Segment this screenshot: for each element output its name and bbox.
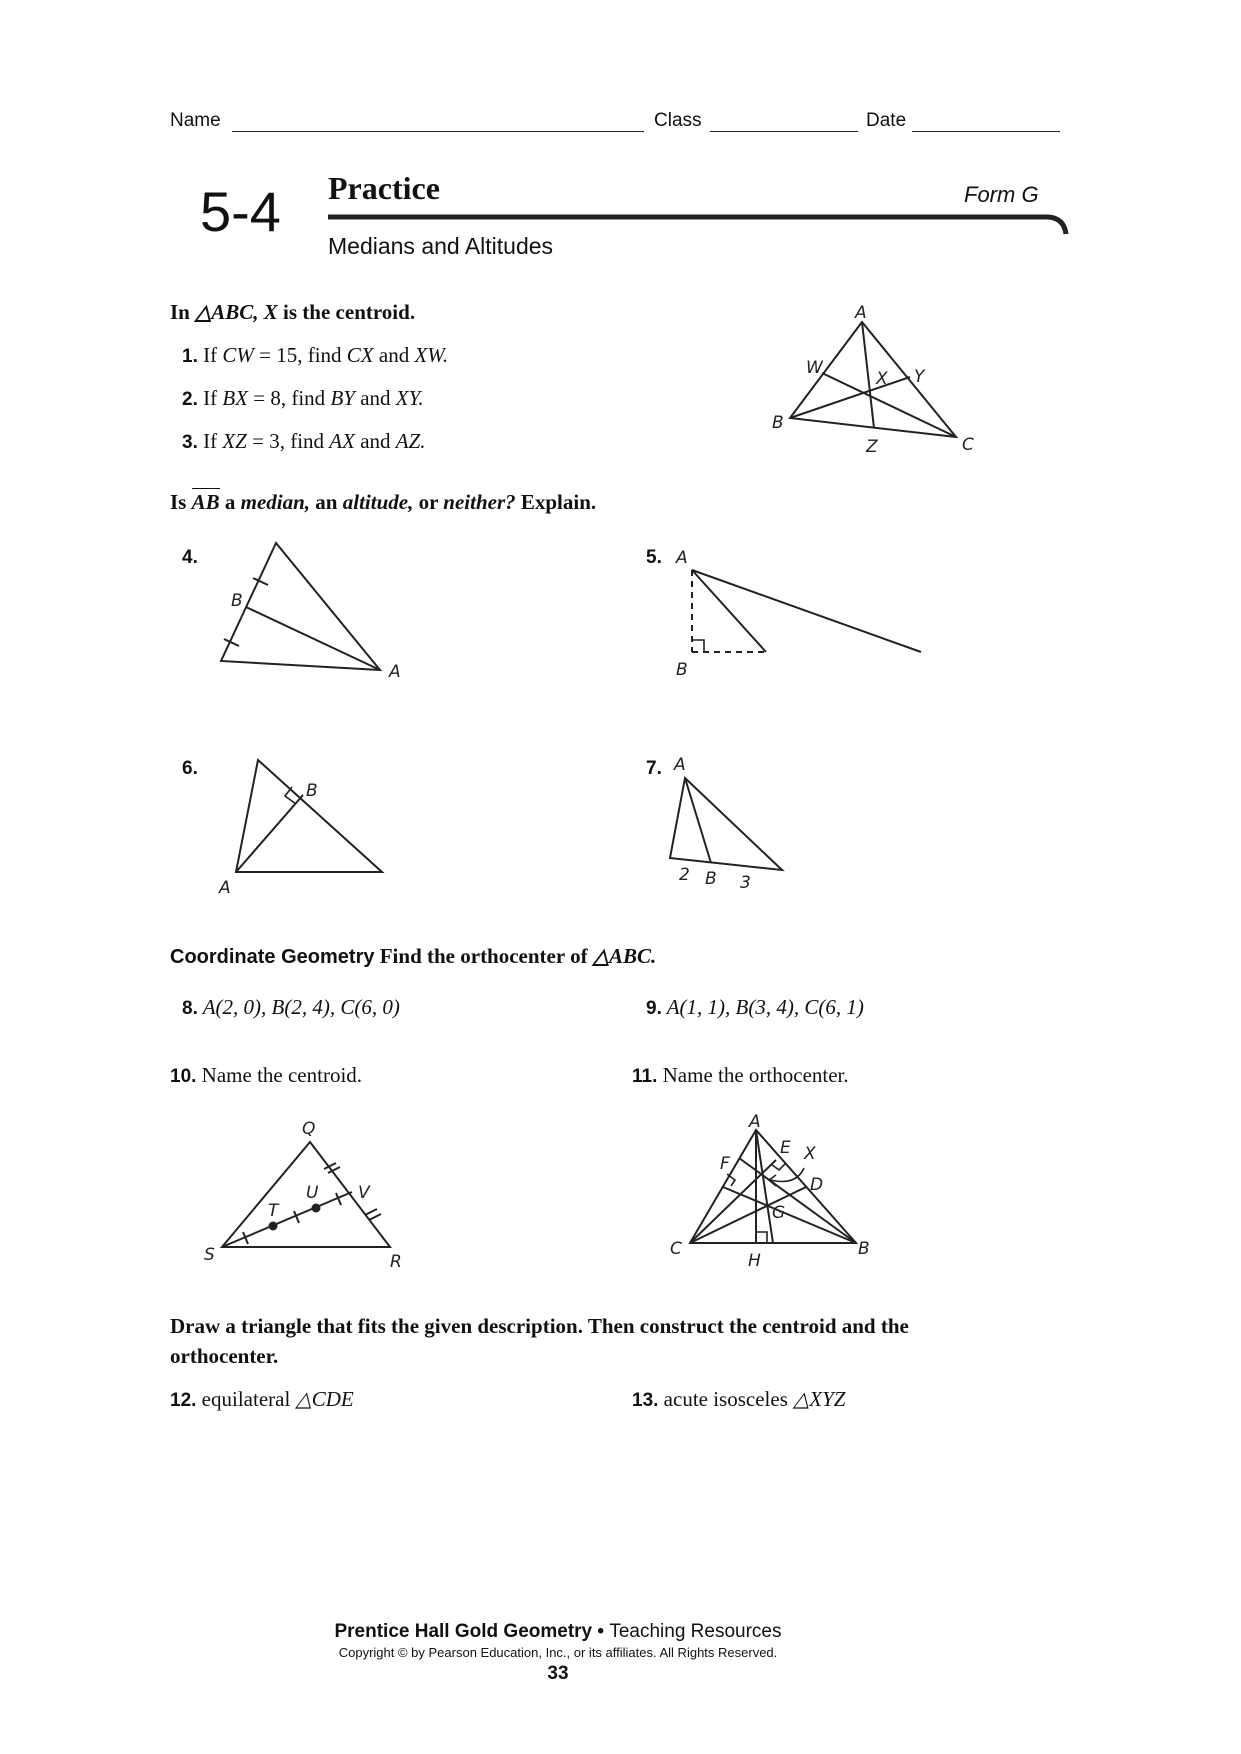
label-b: B (772, 413, 784, 433)
svg-text:A: A (676, 548, 688, 568)
problem-13: 13. acute isosceles △XYZ (632, 1387, 846, 1411)
label-z: Z (866, 437, 878, 457)
svg-text:R: R (390, 1252, 402, 1272)
svg-text:B: B (231, 591, 243, 611)
svg-text:X: X (804, 1144, 816, 1164)
svg-text:V: V (358, 1183, 370, 1203)
svg-text:A: A (219, 878, 231, 898)
svg-text:E: E (780, 1138, 791, 1158)
right-angle-mark (727, 1174, 735, 1186)
problem-1: 1. If CW = 15, find CX and XW. (182, 343, 449, 367)
right-angle-mark (756, 1232, 767, 1243)
problem-11: 11. Name the orthocenter. (632, 1063, 849, 1087)
svg-text:B: B (705, 869, 717, 889)
page-title: Practice (328, 170, 440, 206)
svg-text:A: A (749, 1112, 761, 1132)
problem-7-number: 7. (646, 758, 662, 779)
label-a: A (855, 303, 867, 323)
lesson-number: 5-4 (200, 180, 281, 243)
svg-text:A: A (674, 755, 686, 775)
svg-text:S: S (204, 1245, 215, 1265)
svg-text:U: U (306, 1183, 319, 1203)
class-label: Class (654, 110, 702, 131)
svg-text:F: F (720, 1154, 730, 1174)
svg-text:3: 3 (740, 873, 751, 893)
svg-text:B: B (676, 660, 688, 680)
svg-text:C: C (670, 1239, 682, 1259)
svg-text:H: H (748, 1251, 761, 1271)
page-subtitle: Medians and Altitudes (328, 233, 554, 259)
footer-copyright: Copyright © by Pearson Education, Inc., or its affiliates. All Rights Reserved. (338, 1645, 778, 1660)
section5-instructions: Draw a triangle that fits the given description. Then construct the centroid and the orthocenter. (170, 1314, 909, 1368)
problem-5-number: 5. (646, 547, 662, 568)
problem-8: 8. A(2, 0), B(2, 4), C(6, 0) (182, 995, 400, 1019)
svg-text:T: T (268, 1201, 279, 1221)
svg-text:2: 2 (679, 865, 690, 885)
svg-text:D: D (810, 1175, 824, 1195)
section3-heading: Coordinate Geometry Find the orthocenter of △ABC. (170, 944, 657, 968)
svg-text:B: B (306, 781, 318, 801)
name-label: Name (170, 110, 221, 131)
footer-book: Prentice Hall Gold Geometry • Teaching Resources (334, 1621, 782, 1642)
page-number: 33 (547, 1663, 569, 1684)
problem-10: 10. Name the centroid. (170, 1063, 363, 1087)
label-x: X (876, 369, 888, 389)
form-label: Form G (964, 182, 1039, 207)
svg-text:Q: Q (302, 1119, 316, 1139)
section2-heading: Is AB a median, an altitude, or neither? Explain. (170, 490, 597, 514)
problem-9: 9. A(1, 1), B(3, 4), C(6, 1) (646, 995, 864, 1019)
svg-text:G: G (772, 1203, 786, 1223)
svg-text:A: A (389, 662, 401, 682)
right-angle-mark (771, 1163, 786, 1170)
problem-6-number: 6. (182, 758, 198, 779)
svg-text:B: B (858, 1239, 870, 1259)
problem-12: 12. equilateral △CDE (170, 1387, 354, 1411)
date-label: Date (866, 110, 907, 131)
label-w: W (806, 358, 823, 378)
label-y: Y (914, 367, 925, 387)
problem-3: 3. If XZ = 3, find AX and AZ. (182, 429, 426, 453)
problem-4-number: 4. (182, 547, 198, 568)
section1-intro: In △ABC, X is the centroid. (170, 300, 416, 324)
problem-2: 2. If BX = 8, find BY and XY. (182, 386, 424, 410)
label-c: C (962, 435, 974, 455)
